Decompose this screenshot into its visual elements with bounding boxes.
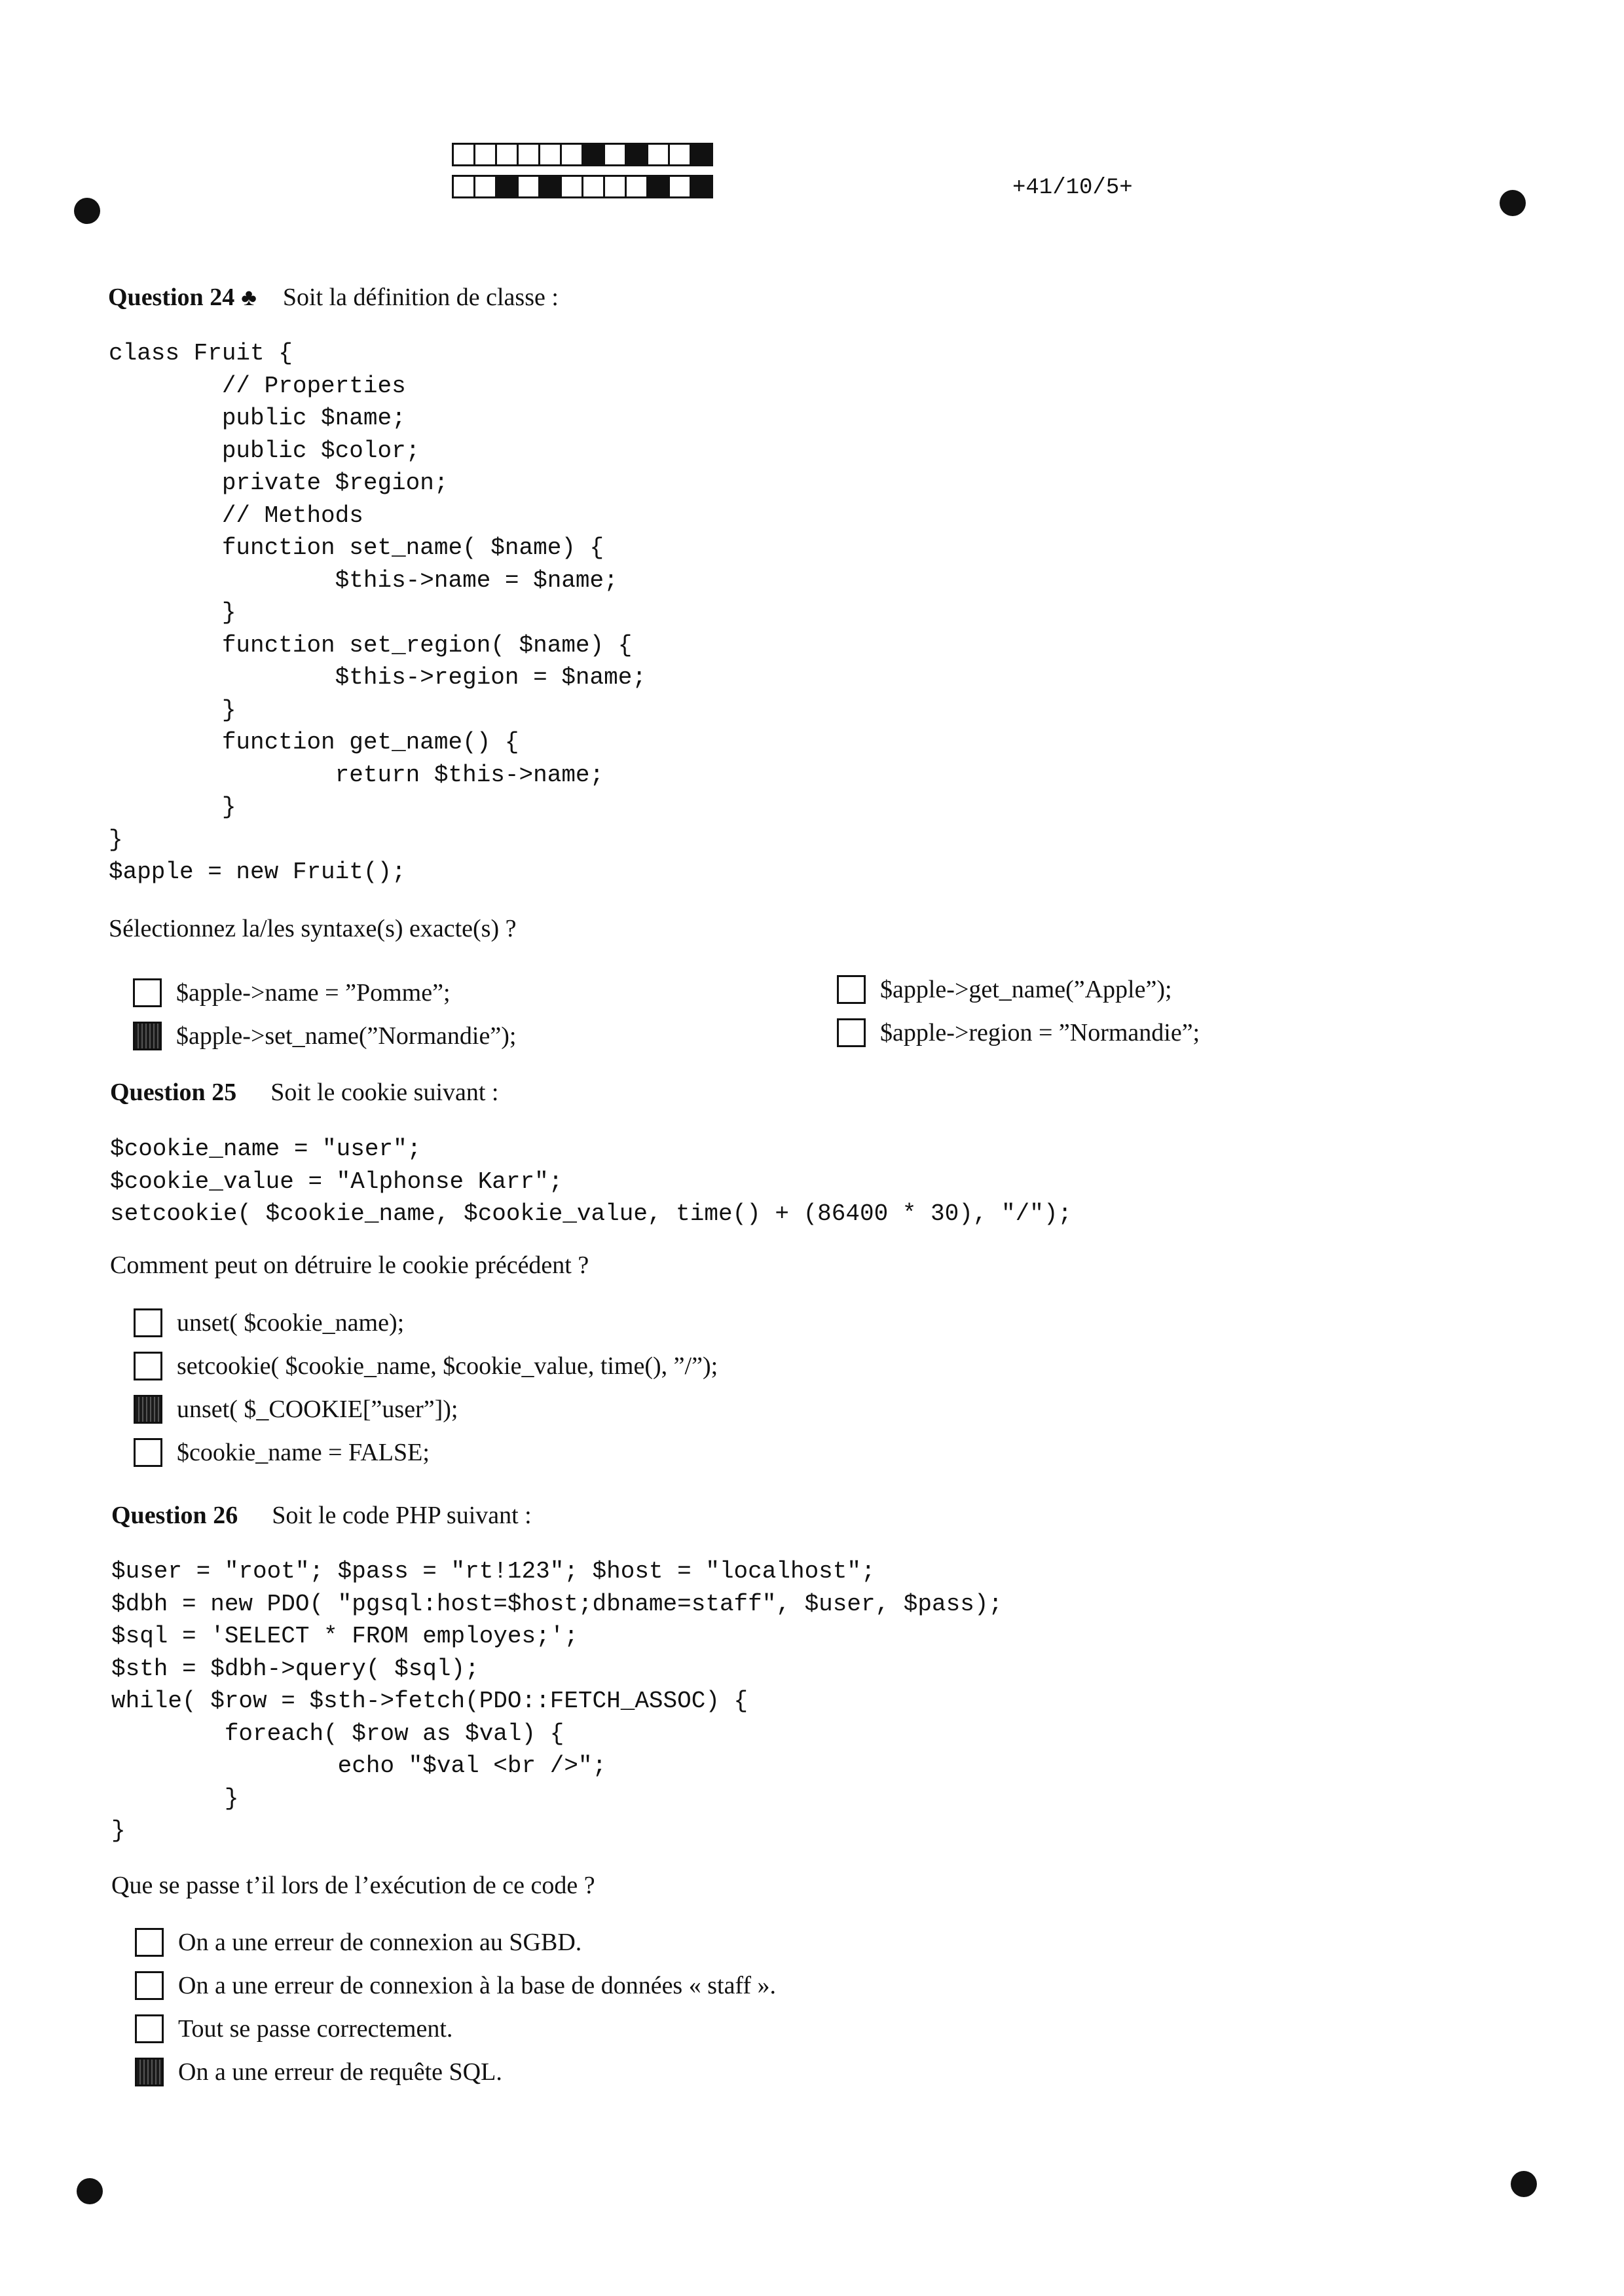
checkbox[interactable] [135,1928,164,1957]
question-number: Question 26 [111,1502,238,1529]
code-bit [690,143,713,166]
checkbox[interactable] [134,1395,162,1424]
question-text: Soit le code PHP suivant : [272,1502,532,1529]
choice-label: $apple->region = ”Normandie”; [880,1019,1200,1046]
answer-choice[interactable] [134,1395,458,1424]
code-bit [646,143,670,166]
answer-choice[interactable] [133,1022,516,1050]
question-25-header [110,1078,499,1107]
choice-label: On a une erreur de connexion à la base de données « staff ». [178,1972,777,1999]
choice-label: $cookie_name = FALSE; [177,1439,430,1466]
choice-label: $apple->name = ”Pomme”; [176,979,451,1007]
page-code-row-1 [452,143,711,166]
answer-choice[interactable] [135,2058,502,2086]
code-bit [603,175,627,198]
answer-choice[interactable] [134,1308,404,1337]
checkbox[interactable] [134,1438,162,1467]
question-number: Question 25 [110,1079,237,1106]
question-prompt: Que se passe t’il lors de l’exécution de ce code ? [111,1872,595,1899]
checkbox[interactable] [133,978,162,1007]
code-bit [581,143,605,166]
club-icon: ♣ [241,284,257,310]
choice-label: Tout se passe correctement. [178,2015,453,2043]
code-bit [603,143,627,166]
question-prompt: Sélectionnez la/les syntaxe(s) exacte(s) ? [109,915,517,942]
answer-choice[interactable] [135,1928,581,1957]
code-bit [625,175,648,198]
answer-choice[interactable] [134,1438,430,1467]
code-bit [581,175,605,198]
answer-choice[interactable] [837,1018,1200,1047]
code-bit [646,175,670,198]
code-block: $cookie_name = "user"; $cookie_value = "Alphonse Karr"; setcookie( $cookie_name, $cookie_value, time() + (86400 * 30), "/"); [110,1136,1073,1227]
code-bit [452,143,475,166]
corner-mark-bottom-right [1511,2171,1537,2197]
choice-label: On a une erreur de connexion au SGBD. [178,1929,582,1956]
code-bit [668,143,692,166]
question-prompt: Comment peut on détruire le cookie précédent ? [110,1251,589,1279]
choice-label: setcookie( $cookie_name, $cookie_value, time(), ”/”); [177,1352,718,1380]
code-bit [517,175,540,198]
answer-choice[interactable] [133,978,451,1007]
code-bit [538,175,562,198]
question-24-header [108,283,559,312]
code-bit [690,175,713,198]
corner-mark-bottom-left [77,2178,103,2204]
checkbox[interactable] [135,2014,164,2043]
answer-choice[interactable] [135,2014,452,2043]
question-26-header [111,1501,532,1530]
code-bit [560,143,583,166]
checkbox[interactable] [133,1022,162,1050]
answer-choice[interactable] [134,1352,718,1380]
page-code-row-2 [452,175,711,198]
checkbox[interactable] [135,2058,164,2086]
choice-label: $apple->set_name(”Normandie”); [176,1022,517,1050]
answer-choice[interactable] [837,975,1172,1004]
question-text: Soit la définition de classe : [282,284,559,311]
code-bit [517,143,540,166]
code-bit [473,143,497,166]
question-number: Question 24 [108,284,235,311]
checkbox[interactable] [134,1308,162,1337]
checkbox[interactable] [837,975,866,1004]
checkbox[interactable] [837,1018,866,1047]
code-bit [473,175,497,198]
page-id: +41/10/5+ [1012,176,1133,200]
code-block: $user = "root"; $pass = "rt!123"; $host = "localhost"; $dbh = new PDO( "pgsql:host=$host;dbname=staff", $user, $pass); $sql = 'SELECT * FROM employes;'; $sth = $dbh->query( $sql); while( $row = $sth->fetch(PDO::FETCH_ASSOC) { foreach( $row as $val) { echo "$val <br />"; } } [111,1558,1003,1844]
code-bit [668,175,692,198]
code-block: class Fruit { // Properties public $name; public $color; private $region; // Methods function set_name( $name) { $this->name = $name; } function set_region( $name) { $this->region = $name; } function get_name() { return $this->name; } } $apple = new Fruit(); [109,340,646,885]
choice-label: unset( $cookie_name); [177,1309,405,1337]
code-bit [452,175,475,198]
choice-label: unset( $_COOKIE[”user”]); [177,1396,458,1423]
code-bit [495,143,519,166]
code-bit [560,175,583,198]
checkbox[interactable] [134,1352,162,1380]
question-text: Soit le cookie suivant : [270,1079,499,1106]
corner-mark-top-right [1500,190,1526,216]
answer-choice[interactable] [135,1971,776,2000]
code-bit [625,143,648,166]
checkbox[interactable] [135,1971,164,2000]
choice-label: $apple->get_name(”Apple”); [880,976,1172,1003]
choice-label: On a une erreur de requête SQL. [178,2058,502,2086]
code-bit [538,143,562,166]
code-bit [495,175,519,198]
corner-mark-top-left [74,198,100,224]
